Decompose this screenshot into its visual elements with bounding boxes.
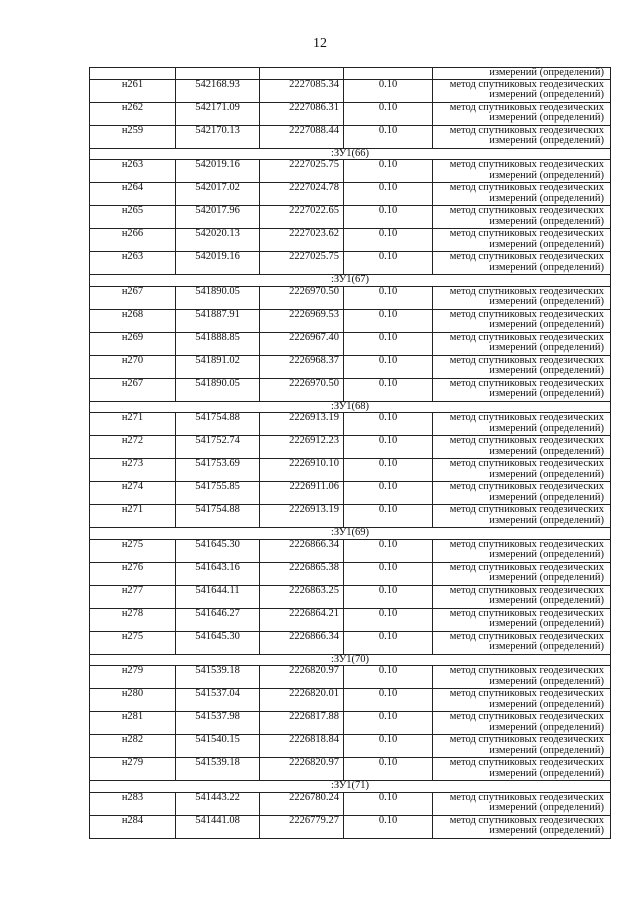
point-cell: н283 (90, 792, 176, 815)
method-cell: метод спутниковых геодезических измерений (определений) (433, 229, 611, 252)
table-row (90, 332, 611, 355)
y-cell: 2226865.38 (260, 562, 344, 585)
x-cell: 541539.18 (176, 758, 260, 781)
precision-cell: 0.10 (344, 229, 433, 252)
x-cell: 542017.96 (176, 206, 260, 229)
y-cell: 2227086.31 (260, 102, 344, 125)
method-cell: метод спутниковых геодезических измерений (определений) (433, 378, 611, 401)
precision-cell: 0.10 (344, 206, 433, 229)
precision-cell: 0.10 (344, 562, 433, 585)
method-cell: метод спутниковых геодезических измерений (определений) (433, 482, 611, 505)
x-cell: 541441.08 (176, 815, 260, 838)
x-cell: 541887.91 (176, 309, 260, 332)
method-cell: метод спутниковых геодезических измерений (определений) (433, 102, 611, 125)
table-row (90, 413, 611, 436)
x-cell: 541644.11 (176, 585, 260, 608)
x-cell: 541645.30 (176, 631, 260, 654)
precision-cell: 0.10 (344, 102, 433, 125)
page-number: 12 (313, 36, 327, 51)
table-row (90, 815, 611, 838)
y-cell: 2226968.37 (260, 355, 344, 378)
precision-cell: 0.10 (344, 413, 433, 436)
table-row (90, 585, 611, 608)
method-cell: метод спутниковых геодезических измерений (определений) (433, 585, 611, 608)
x-cell: 542019.16 (176, 160, 260, 183)
precision-cell: 0.10 (344, 309, 433, 332)
section-header-row (90, 528, 611, 540)
section-header-row (90, 401, 611, 413)
y-cell: 2226780.24 (260, 792, 344, 815)
precision-cell: 0.10 (344, 539, 433, 562)
method-cell: метод спутниковых геодезических измерений (определений) (433, 792, 611, 815)
x-cell: 541754.88 (176, 413, 260, 436)
point-cell: н263 (90, 252, 176, 275)
point-cell: н280 (90, 689, 176, 712)
table-row (90, 562, 611, 585)
table-row (90, 631, 611, 654)
method-cell: метод спутниковых геодезических измерений (определений) (433, 355, 611, 378)
point-cell: н259 (90, 125, 176, 148)
y-cell: 2226820.01 (260, 689, 344, 712)
coordinates-table-body (90, 68, 611, 839)
method-cell: метод спутниковых геодезических измерений (определений) (433, 689, 611, 712)
precision-cell: 0.10 (344, 689, 433, 712)
y-cell: 2227022.65 (260, 206, 344, 229)
table-row (90, 735, 611, 758)
x-cell: 541537.04 (176, 689, 260, 712)
point-cell: н264 (90, 183, 176, 206)
point-cell: н261 (90, 79, 176, 102)
method-cell: измерений (определений) (433, 68, 611, 80)
precision-cell: 0.10 (344, 666, 433, 689)
method-cell: метод спутниковых геодезических измерений (определений) (433, 309, 611, 332)
table-row (90, 436, 611, 459)
precision-cell: 0.10 (344, 792, 433, 815)
table-row (90, 459, 611, 482)
method-cell: метод спутниковых геодезических измерений (определений) (433, 332, 611, 355)
coordinates-table (89, 67, 611, 839)
method-cell: метод спутниковых геодезических измерений (определений) (433, 413, 611, 436)
point-cell: н273 (90, 459, 176, 482)
y-cell: 2226910.10 (260, 459, 344, 482)
section-label: :ЗУ1(70) (90, 654, 611, 666)
method-cell: метод спутниковых геодезических измерений (определений) (433, 160, 611, 183)
section-label: :ЗУ1(68) (90, 401, 611, 413)
y-cell: 2227085.34 (260, 79, 344, 102)
table-row (90, 482, 611, 505)
x-cell: 541891.02 (176, 355, 260, 378)
y-cell: 2227024.78 (260, 183, 344, 206)
x-cell: 541643.16 (176, 562, 260, 585)
x-cell: 541754.88 (176, 505, 260, 528)
x-cell: 541539.18 (176, 666, 260, 689)
y-cell: 2226820.97 (260, 758, 344, 781)
table-row (90, 712, 611, 735)
table-row (90, 666, 611, 689)
method-cell: метод спутниковых геодезических измерений (определений) (433, 758, 611, 781)
point-cell: н263 (90, 160, 176, 183)
y-cell: 2226817.88 (260, 712, 344, 735)
table-row (90, 355, 611, 378)
point-cell: н279 (90, 666, 176, 689)
y-cell: 2226970.50 (260, 378, 344, 401)
method-cell: метод спутниковых геодезических измерений (определений) (433, 183, 611, 206)
y-cell: 2226913.19 (260, 505, 344, 528)
method-cell: метод спутниковых геодезических измерений (определений) (433, 286, 611, 309)
section-label: :ЗУ1(71) (90, 781, 611, 793)
x-cell: 541888.85 (176, 332, 260, 355)
table-row (90, 286, 611, 309)
method-cell: метод спутниковых геодезических измерений (определений) (433, 815, 611, 838)
precision-cell: 0.10 (344, 79, 433, 102)
x-cell: 542017.02 (176, 183, 260, 206)
table-row (90, 378, 611, 401)
method-cell: метод спутниковых геодезических измерений (определений) (433, 505, 611, 528)
table-row (90, 183, 611, 206)
precision-cell: 0.10 (344, 355, 433, 378)
method-cell: метод спутниковых геодезических измерений (определений) (433, 206, 611, 229)
method-cell: метод спутниковых геодезических измерений (определений) (433, 539, 611, 562)
y-cell: 2226866.34 (260, 539, 344, 562)
y-cell: 2226970.50 (260, 286, 344, 309)
x-cell: 542168.93 (176, 79, 260, 102)
x-cell: 541646.27 (176, 608, 260, 631)
precision-cell: 0.10 (344, 608, 433, 631)
point-cell: н274 (90, 482, 176, 505)
point-cell: н269 (90, 332, 176, 355)
x-cell (176, 68, 260, 80)
table-row (90, 160, 611, 183)
precision-cell: 0.10 (344, 735, 433, 758)
table-row (90, 79, 611, 102)
x-cell: 541755.85 (176, 482, 260, 505)
point-cell (90, 68, 176, 80)
precision-cell: 0.10 (344, 459, 433, 482)
y-cell: 2227025.75 (260, 252, 344, 275)
table-row (90, 608, 611, 631)
method-cell: метод спутниковых геодезических измерений (определений) (433, 631, 611, 654)
table-row (90, 539, 611, 562)
x-cell: 541753.69 (176, 459, 260, 482)
point-cell: н265 (90, 206, 176, 229)
table-row (90, 505, 611, 528)
point-cell: н284 (90, 815, 176, 838)
section-label: :ЗУ1(67) (90, 275, 611, 287)
table-row (90, 758, 611, 781)
method-cell: метод спутниковых геодезических измерений (определений) (433, 712, 611, 735)
section-label: :ЗУ1(66) (90, 148, 611, 160)
method-cell: метод спутниковых геодезических измерений (определений) (433, 436, 611, 459)
x-cell: 542171.09 (176, 102, 260, 125)
point-cell: н276 (90, 562, 176, 585)
precision-cell: 0.10 (344, 183, 433, 206)
y-cell: 2227023.62 (260, 229, 344, 252)
method-cell: метод спутниковых геодезических измерений (определений) (433, 125, 611, 148)
table-row-continuation (90, 68, 611, 80)
point-cell: н270 (90, 355, 176, 378)
precision-cell: 0.10 (344, 378, 433, 401)
section-header-row (90, 654, 611, 666)
table-row (90, 229, 611, 252)
precision-cell: 0.10 (344, 758, 433, 781)
point-cell: н282 (90, 735, 176, 758)
x-cell: 542170.13 (176, 125, 260, 148)
y-cell: 2226911.06 (260, 482, 344, 505)
y-cell: 2227088.44 (260, 125, 344, 148)
point-cell: н275 (90, 631, 176, 654)
y-cell: 2226863.25 (260, 585, 344, 608)
x-cell: 541645.30 (176, 539, 260, 562)
y-cell (260, 68, 344, 80)
precision-cell: 0.10 (344, 332, 433, 355)
method-cell: метод спутниковых геодезических измерений (определений) (433, 79, 611, 102)
precision-cell: 0.10 (344, 631, 433, 654)
point-cell: н271 (90, 413, 176, 436)
y-cell: 2226864.21 (260, 608, 344, 631)
x-cell: 541537.98 (176, 712, 260, 735)
y-cell: 2226866.34 (260, 631, 344, 654)
point-cell: н267 (90, 286, 176, 309)
table-row (90, 252, 611, 275)
precision-cell (344, 68, 433, 80)
table-row (90, 125, 611, 148)
precision-cell: 0.10 (344, 436, 433, 459)
precision-cell: 0.10 (344, 125, 433, 148)
point-cell: н268 (90, 309, 176, 332)
point-cell: н278 (90, 608, 176, 631)
x-cell: 542019.16 (176, 252, 260, 275)
x-cell: 541443.22 (176, 792, 260, 815)
table-row (90, 206, 611, 229)
precision-cell: 0.10 (344, 815, 433, 838)
y-cell: 2226913.19 (260, 413, 344, 436)
precision-cell: 0.10 (344, 482, 433, 505)
precision-cell: 0.10 (344, 160, 433, 183)
point-cell: н271 (90, 505, 176, 528)
x-cell: 541752.74 (176, 436, 260, 459)
x-cell: 541540.15 (176, 735, 260, 758)
precision-cell: 0.10 (344, 252, 433, 275)
y-cell: 2226779.27 (260, 815, 344, 838)
y-cell: 2226912.23 (260, 436, 344, 459)
table-row (90, 689, 611, 712)
method-cell: метод спутниковых геодезических измерений (определений) (433, 459, 611, 482)
y-cell: 2226820.97 (260, 666, 344, 689)
method-cell: метод спутниковых геодезических измерений (определений) (433, 252, 611, 275)
method-cell: метод спутниковых геодезических измерений (определений) (433, 562, 611, 585)
point-cell: н262 (90, 102, 176, 125)
table-row (90, 792, 611, 815)
point-cell: н277 (90, 585, 176, 608)
section-header-row (90, 275, 611, 287)
table-row (90, 309, 611, 332)
method-cell: метод спутниковых геодезических измерений (определений) (433, 666, 611, 689)
x-cell: 541890.05 (176, 286, 260, 309)
x-cell: 541890.05 (176, 378, 260, 401)
point-cell: н281 (90, 712, 176, 735)
precision-cell: 0.10 (344, 505, 433, 528)
point-cell: н266 (90, 229, 176, 252)
precision-cell: 0.10 (344, 712, 433, 735)
y-cell: 2227025.75 (260, 160, 344, 183)
point-cell: н272 (90, 436, 176, 459)
y-cell: 2226969.53 (260, 309, 344, 332)
section-label: :ЗУ1(69) (90, 528, 611, 540)
precision-cell: 0.10 (344, 286, 433, 309)
point-cell: н267 (90, 378, 176, 401)
section-header-row (90, 148, 611, 160)
point-cell: н279 (90, 758, 176, 781)
section-header-row (90, 781, 611, 793)
y-cell: 2226818.84 (260, 735, 344, 758)
method-cell: метод спутниковых геодезических измерений (определений) (433, 608, 611, 631)
table-row (90, 102, 611, 125)
precision-cell: 0.10 (344, 585, 433, 608)
y-cell: 2226967.40 (260, 332, 344, 355)
point-cell: н275 (90, 539, 176, 562)
method-cell: метод спутниковых геодезических измерений (определений) (433, 735, 611, 758)
x-cell: 542020.13 (176, 229, 260, 252)
